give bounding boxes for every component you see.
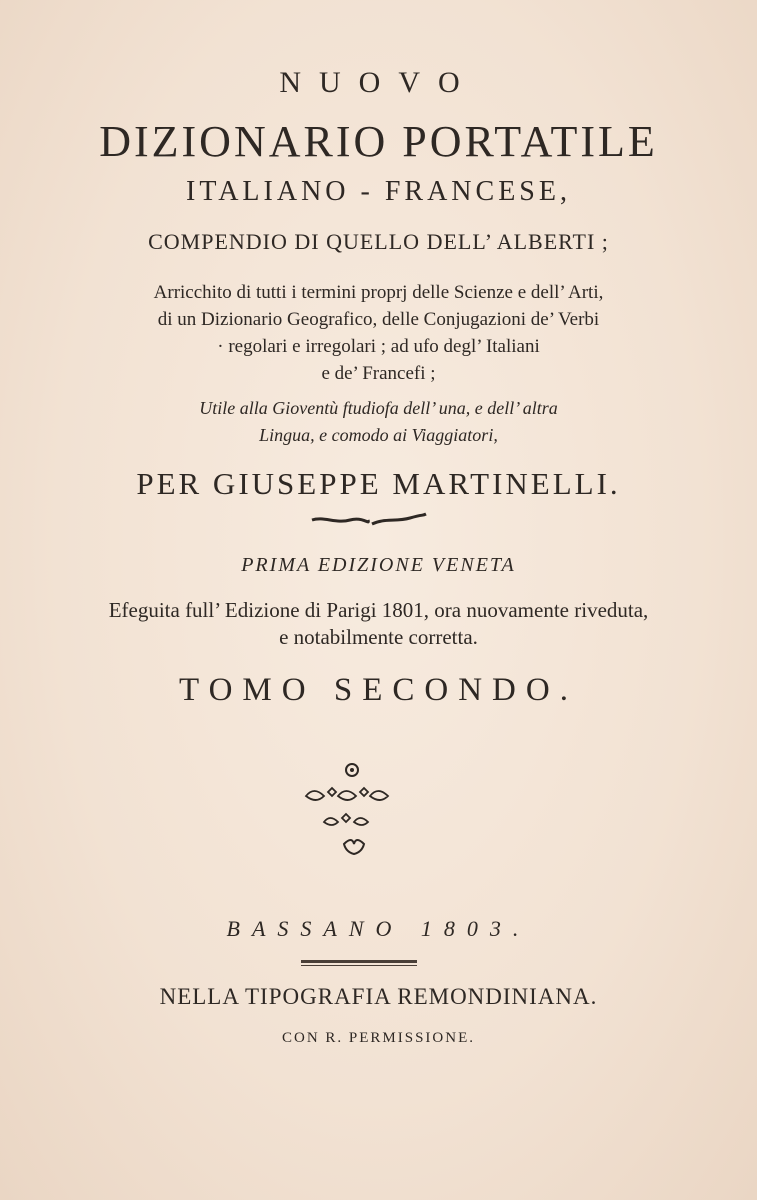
- utility-line-1: Utile alla Gioventù ftudiofa dell’ una, e dell’ altra: [199, 398, 558, 418]
- description-line-4: e de’ Francefi ;: [321, 363, 436, 384]
- subtitle-compendium: COMPENDIO DI QUELLO DELL’ ALBERTI ;: [148, 229, 609, 254]
- description-line-1: Arricchito di tutti i termini proprj delle Scienze e dell’ Arti,: [153, 282, 604, 303]
- description-line-2: di un Dizionario Geografico, delle Conjugazioni de’ Verbi: [157, 309, 600, 330]
- executed-line-1: Efeguita full’ Edizione di Parigi 1801, ora nuovamente riveduta,: [108, 598, 649, 622]
- volume-line: TOMO SECONDO.: [179, 672, 578, 708]
- edition-line: PRIMA EDIZIONE VENETA: [241, 554, 516, 576]
- author-line: PER GIUSEPPE MARTINELLI.: [136, 466, 621, 501]
- fleuron-ornament: [298, 760, 408, 860]
- main-title: DIZIONARIO PORTATILE: [99, 117, 658, 166]
- header-nuovo: NUOVO: [279, 66, 478, 99]
- imprint-printer: NELLA TIPOGRAFIA REMONDINIANA.: [159, 984, 598, 1009]
- double-rule-divider: [301, 960, 417, 963]
- subtitle-language: ITALIANO - FRANCESE,: [186, 176, 571, 207]
- imprint-place-date: BASSANO 1803.: [226, 916, 531, 941]
- imprint-permission: CON R. PERMISSIONE.: [281, 1030, 476, 1046]
- description-line-3: · regolari e irregolari ; ad ufo degl’ Italiani: [217, 336, 540, 357]
- wavy-rule-ornament: [310, 510, 428, 532]
- utility-line-2: Lingua, e comodo ai Viaggiatori,: [259, 425, 498, 445]
- executed-line-2: e notabilmente corretta.: [279, 625, 478, 649]
